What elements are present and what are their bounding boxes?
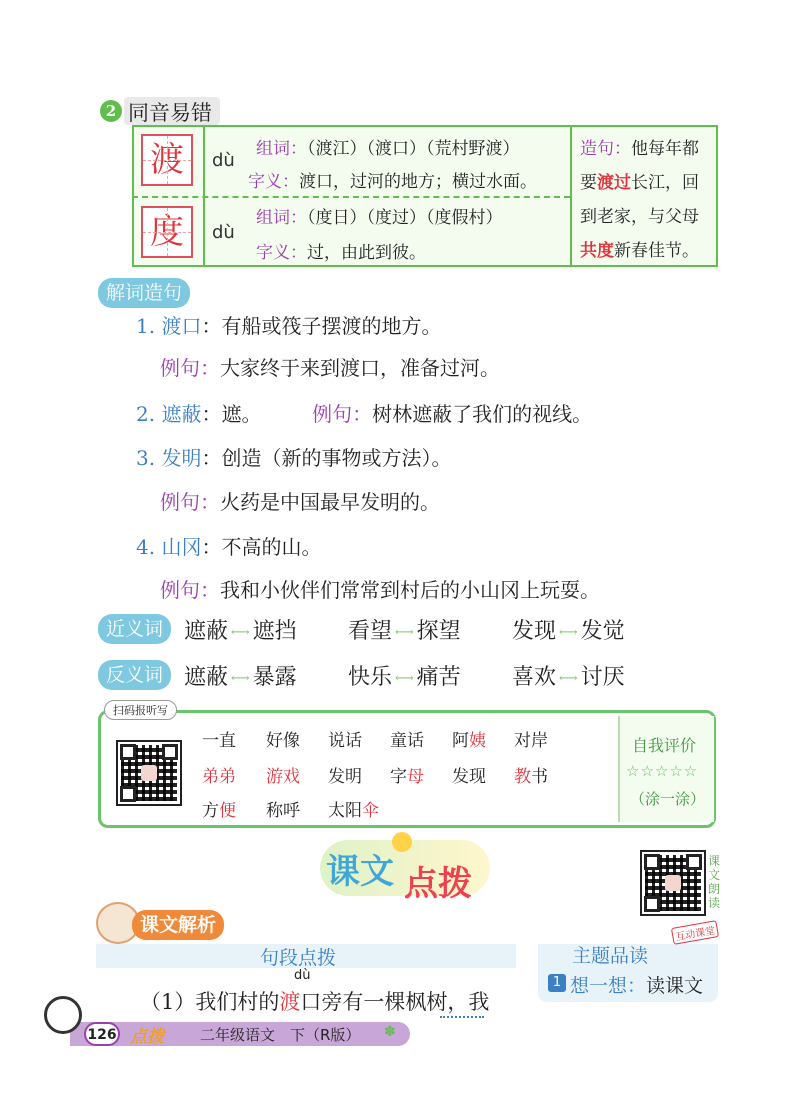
self-evaluation-sub: （涂一涂） <box>630 790 706 808</box>
homophone-words <box>256 134 520 159</box>
double-arrow-icon: ⟷ <box>395 670 414 686</box>
pair-word: 看望 <box>348 619 393 644</box>
sentence-highlight: 共度 <box>580 241 614 261</box>
self-evaluation-title: 自我评价 <box>632 736 697 755</box>
pair-word: 讨厌 <box>580 665 625 690</box>
entry-sep: ： <box>201 314 222 338</box>
meaning-text: 渡口，过河的地方；横过水面。 <box>299 172 537 192</box>
antonym-pair <box>512 660 625 691</box>
pair-word: 遮挡 <box>252 619 297 644</box>
double-arrow-icon: ⟷ <box>559 624 578 640</box>
example-label: 例句： <box>160 356 220 380</box>
words-label: 组词： <box>256 139 307 159</box>
qr-finder <box>644 896 660 912</box>
meaning-label: 字义： <box>248 172 299 192</box>
entry-word: 2. 遮蔽 <box>136 402 202 426</box>
entry-sep: ： <box>201 535 222 559</box>
sentence-label: 造句： <box>580 139 631 159</box>
rating-stars-icon[interactable]: ☆☆☆☆☆ <box>626 762 699 780</box>
homophone-meaning <box>248 167 537 192</box>
pair-word: 遮蔽 <box>184 665 229 690</box>
qr-avatar <box>141 765 157 781</box>
dictation-word: 弟弟 <box>202 767 236 787</box>
double-arrow-icon: ⟷ <box>395 624 414 640</box>
explain-entry <box>136 442 451 471</box>
homophone-meaning <box>256 238 426 263</box>
bamboo-icon: ✽ <box>384 1024 396 1040</box>
sentence-highlight: 渡过 <box>597 173 631 193</box>
meaning-label: 字义： <box>256 243 307 263</box>
think-text: 读课文 <box>646 975 704 997</box>
synonym-label: 近义词 <box>98 614 171 644</box>
dictation-word: 称呼 <box>266 801 300 821</box>
scan-dictation-tag[interactable]: 扫码报听写 <box>104 700 177 720</box>
section-number-badge: 2 <box>100 100 122 122</box>
sentence-text: 他每年都 <box>631 139 699 159</box>
entry-definition: 不高的山。 <box>221 535 322 559</box>
example-text: 我和小伙伴们常常到村后的小山冈上玩耍。 <box>220 578 600 602</box>
entry-definition: 有船或筏子摆渡的地方。 <box>221 314 442 338</box>
panda-mascot-icon <box>44 996 82 1034</box>
explain-entry <box>136 310 441 339</box>
lesson-title-b: 点拨 <box>404 864 472 904</box>
qr-avatar <box>665 875 681 891</box>
qr-code-icon[interactable] <box>640 850 706 916</box>
think-label: 想一想： <box>570 975 647 997</box>
example-label: 例句： <box>312 402 373 426</box>
theme-reading-title: 主题品读 <box>572 945 649 967</box>
example-sentence <box>160 352 500 381</box>
table-column-divider <box>570 125 572 267</box>
think-line <box>570 971 703 998</box>
synonym-pair <box>184 614 297 645</box>
sentence-line <box>580 168 699 193</box>
dictation-word: 方便 <box>202 801 236 821</box>
dictation-word: 好像 <box>266 731 300 751</box>
words-text: （渡江）（渡口）（荒村野渡） <box>307 139 520 159</box>
pair-word: 探望 <box>416 619 461 644</box>
example-sentence <box>160 486 440 515</box>
section-title: 同音易错 <box>128 101 212 125</box>
antonym-label: 反义词 <box>98 660 171 690</box>
paragraph-text: （1）我们村的渡口旁有一棵枫树，我 <box>140 990 490 1014</box>
entry-word: 1. 渡口 <box>136 314 202 338</box>
dictation-word: 字母 <box>390 767 424 787</box>
dictation-word: 说话 <box>328 731 362 751</box>
entry-word: 4. 山冈 <box>136 535 202 559</box>
lesson-title-a: 课文 <box>326 852 394 892</box>
qr-finder <box>162 744 178 760</box>
dictation-word: 游戏 <box>266 767 300 787</box>
brand-logo: 点拨 <box>130 1027 164 1047</box>
dictation-word: 发明 <box>328 767 362 787</box>
entry-sep: ： <box>201 446 222 470</box>
qr-finder <box>120 786 136 802</box>
homophone-char: 度 <box>141 206 193 258</box>
qr-finder <box>120 744 136 760</box>
sentence-text: 新春佳节。 <box>614 241 699 261</box>
read-aloud-label: 课文朗读 <box>708 854 721 910</box>
homophone-pinyin: dù <box>212 150 235 171</box>
dictation-word: 阿姨 <box>452 731 486 751</box>
pair-word: 痛苦 <box>416 665 461 690</box>
words-text: （度日）（度过）（度假村） <box>307 208 503 228</box>
sentence-line <box>580 236 699 261</box>
pinyin-annotation: dù <box>294 968 311 983</box>
dictation-word: 太阳伞 <box>328 801 379 821</box>
qr-finder <box>644 854 660 870</box>
sentence-text: 要 <box>580 173 597 193</box>
antonym-pair <box>348 660 461 691</box>
words-label: 组词： <box>256 208 307 228</box>
synonym-pair <box>512 614 625 645</box>
explain-label: 解词造句 <box>98 278 190 308</box>
homophone-words <box>256 203 503 228</box>
analysis-label: 课文解析 <box>132 910 224 940</box>
qr-code-icon[interactable] <box>116 740 182 806</box>
example-text: 大家终于来到渡口，准备过河。 <box>220 356 500 380</box>
example-label: 例句： <box>160 490 220 514</box>
meaning-text: 过，由此到彼。 <box>307 243 426 263</box>
table-row-divider <box>132 196 570 198</box>
dictation-word: 教书 <box>514 767 548 787</box>
page-number: 126 <box>84 1022 120 1046</box>
entry-sep: ： <box>201 402 222 426</box>
pair-word: 暴露 <box>252 665 297 690</box>
interactive-class-stamp: 互动课堂 <box>671 920 719 945</box>
sentence-line <box>580 134 699 159</box>
pair-word: 发现 <box>512 619 557 644</box>
book-title: 二年级语文 下（R版） <box>200 1026 361 1044</box>
double-arrow-icon: ⟷ <box>231 670 250 686</box>
pair-word: 喜欢 <box>512 665 557 690</box>
wavy-underline <box>440 1012 484 1018</box>
sun-icon <box>392 832 412 852</box>
dictation-word: 一直 <box>202 731 236 751</box>
double-arrow-icon: ⟷ <box>231 624 250 640</box>
synonym-pair <box>348 614 461 645</box>
homophone-char: 渡 <box>141 134 193 186</box>
pair-word: 发觉 <box>580 619 625 644</box>
table-column-divider <box>203 125 205 267</box>
homophone-pinyin: dù <box>212 222 235 243</box>
dictation-word: 童话 <box>390 731 424 751</box>
pair-word: 遮蔽 <box>184 619 229 644</box>
example-sentence <box>160 574 600 603</box>
antonym-pair <box>184 660 297 691</box>
example-text: 火药是中国最早发明的。 <box>220 490 440 514</box>
sentence-line: 到老家，与父母 <box>580 207 699 227</box>
entry-definition: 遮。 <box>221 402 262 426</box>
think-number: 1 <box>548 974 566 992</box>
sentence-text: 长江，回 <box>631 173 699 193</box>
double-arrow-icon: ⟷ <box>559 670 578 686</box>
entry-word: 3. 发明 <box>136 446 202 470</box>
explain-entry <box>136 398 592 427</box>
paragraph-guide-title: 句段点拨 <box>260 947 337 969</box>
explain-entry <box>136 531 321 560</box>
qr-finder <box>686 854 702 870</box>
pair-word: 快乐 <box>348 665 393 690</box>
entry-definition: 创造（新的事物或方法）。 <box>221 446 452 470</box>
example-label: 例句： <box>160 578 220 602</box>
dictation-word: 发现 <box>452 767 486 787</box>
dictation-word: 对岸 <box>514 731 548 751</box>
example-text: 树林遮蔽了我们的视线。 <box>372 402 593 426</box>
